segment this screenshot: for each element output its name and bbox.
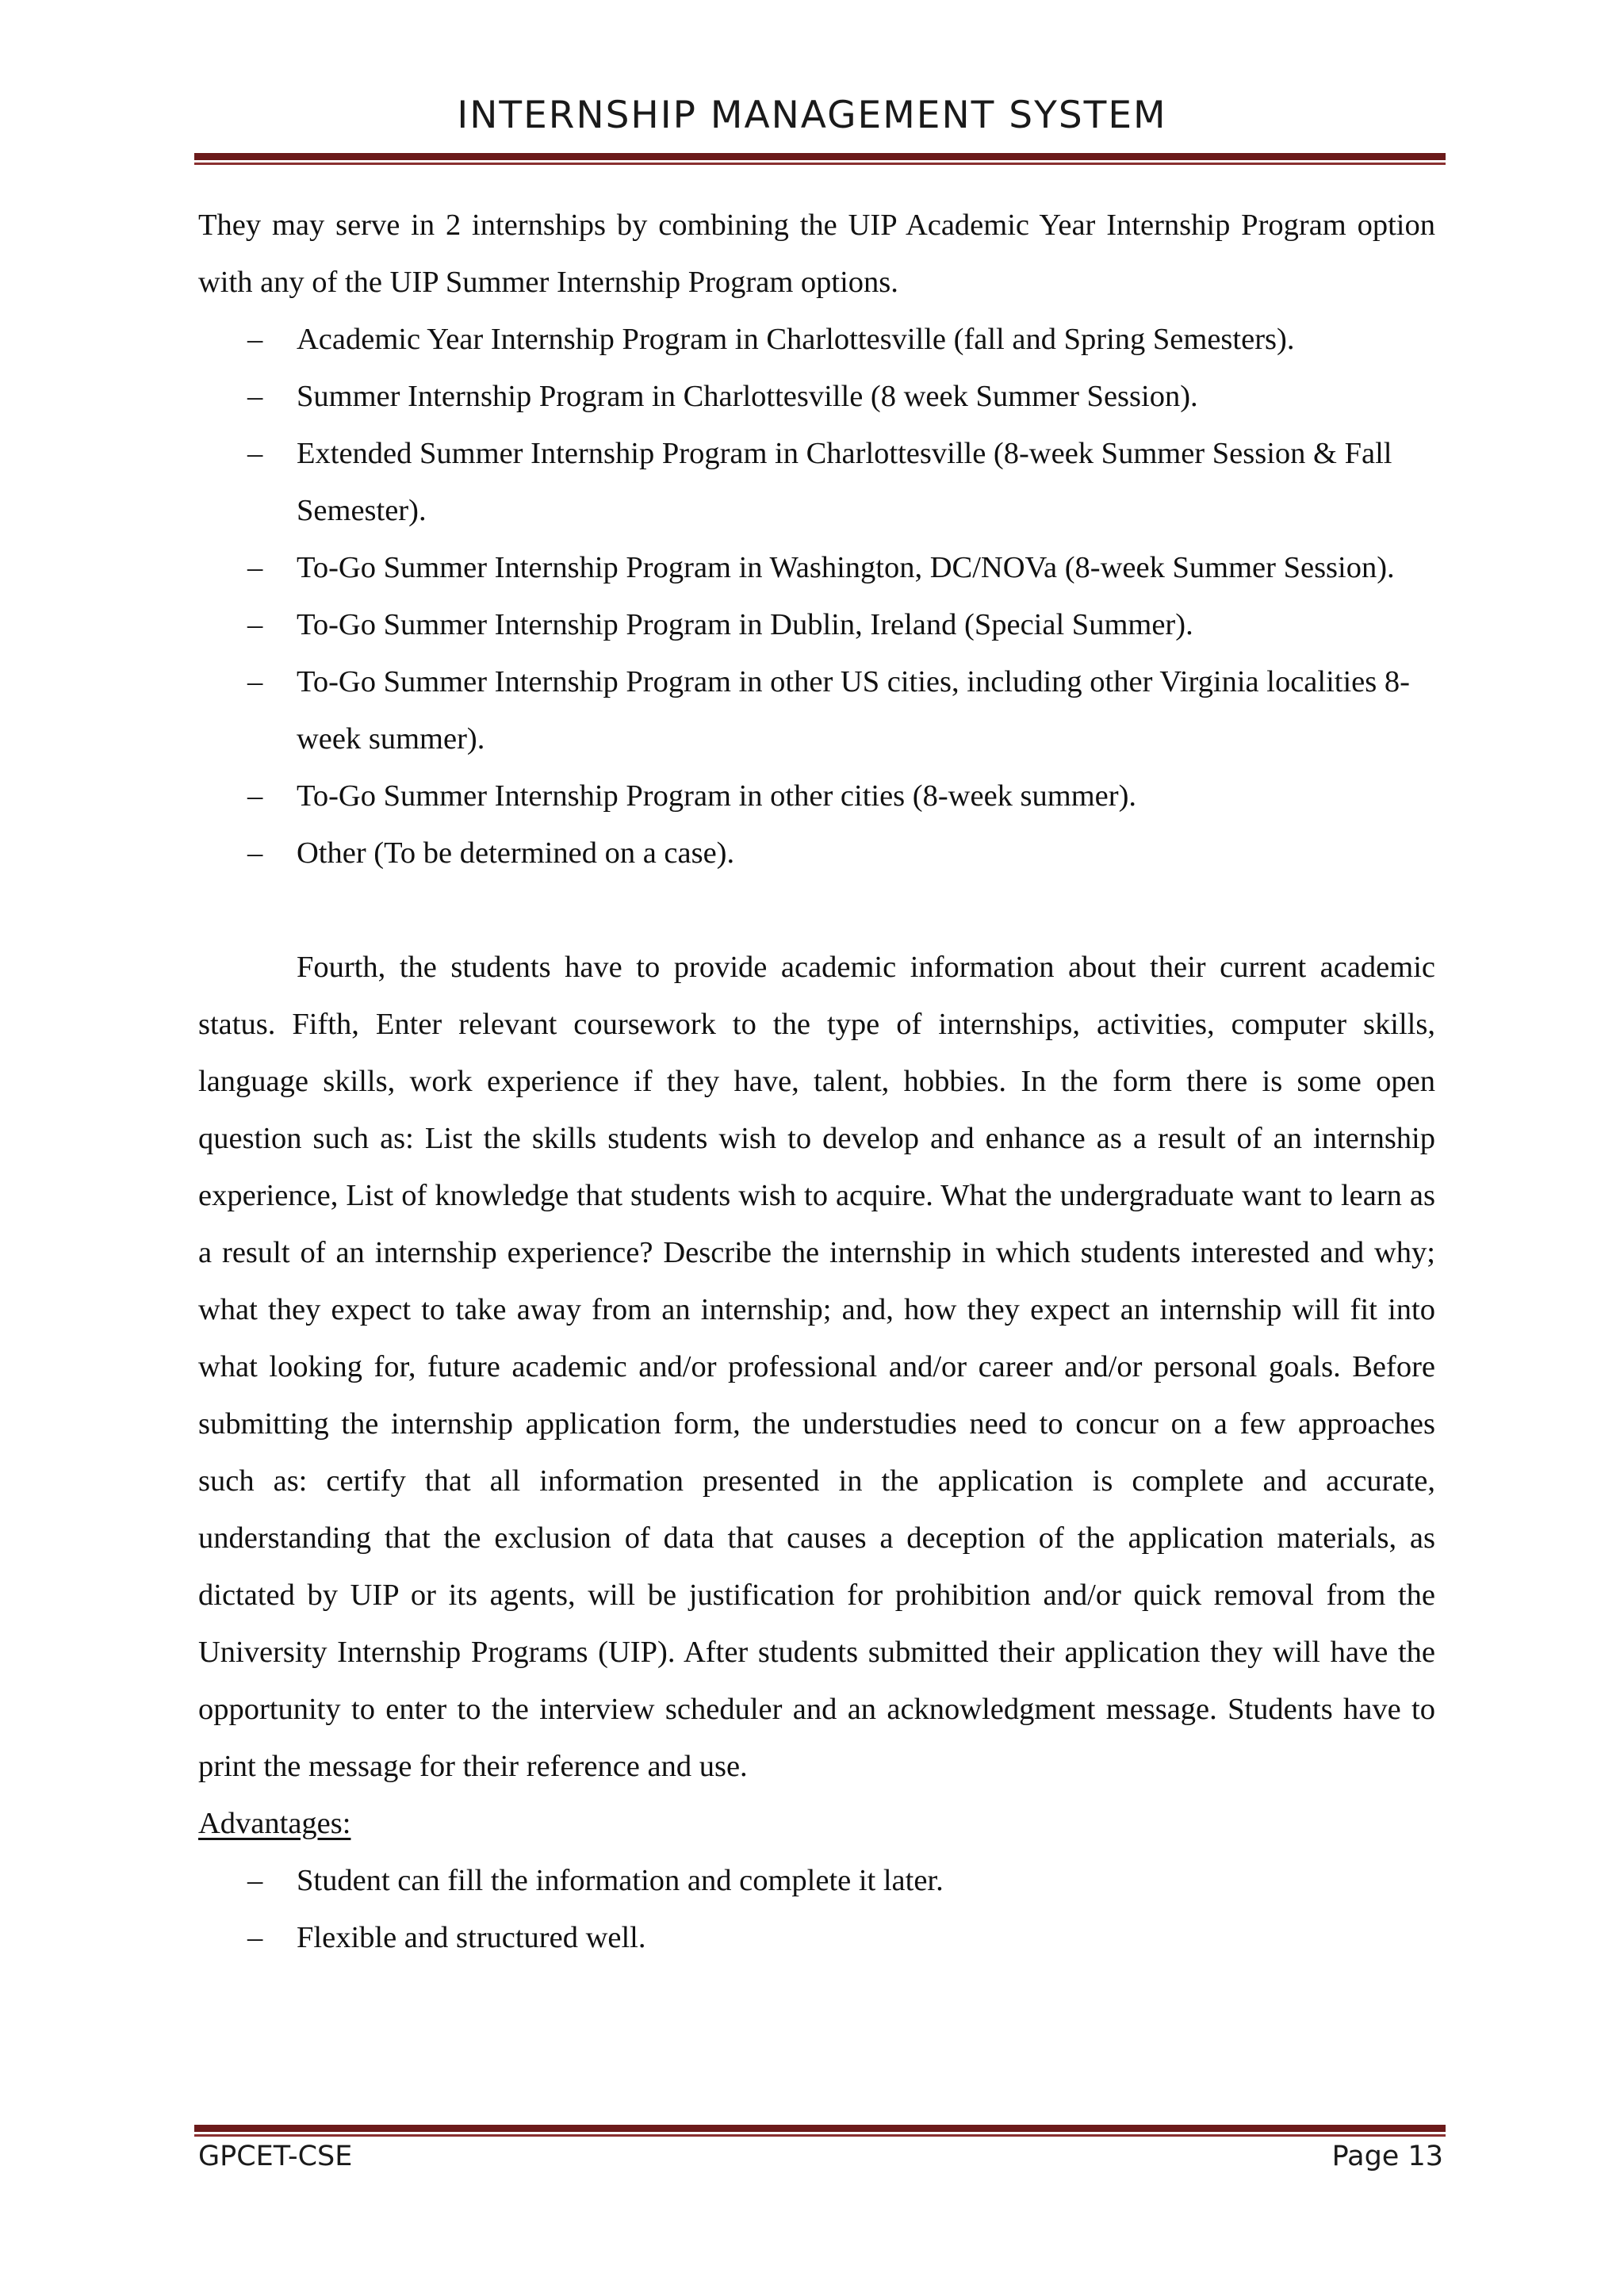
dash-bullet-icon: – [247, 380, 263, 413]
dash-bullet-icon: – [247, 779, 263, 813]
dash-bullet-icon: – [247, 323, 263, 356]
dash-bullet-icon: – [247, 665, 263, 698]
list-item: – To-Go Summer Internship Program in Washington, DC/NOVa (8-week Summer Session). [198, 539, 1435, 596]
list-item: – Other (To be determined on a case). [198, 825, 1435, 882]
dash-bullet-icon: – [247, 437, 263, 470]
footer-page-number: Page 13 [1331, 2141, 1443, 2172]
list-item: – Academic Year Internship Program in Charlottesville (fall and Spring Semesters). [198, 311, 1435, 368]
dash-bullet-icon: – [247, 836, 263, 870]
list-item: – Flexible and structured well. [198, 1909, 1435, 1966]
footer-department: GPCET-CSE [198, 2141, 353, 2172]
footer-divider [194, 2125, 1446, 2137]
list-item: – To-Go Summer Internship Program in other cities (8-week summer). [198, 767, 1435, 825]
paragraph-spacer [198, 882, 1435, 939]
main-paragraph: Fourth, the students have to provide academic information about their current academic status. Fifth, Enter relevant coursework to the type of internships, activities, computer skills, language skills, work experience if they have, talent, hobbies. In the form there is some open question such as: List the skills students wish to develop and enhance as a result of an internship experience, List of knowledge that students wish to acquire. What the undergraduate want to learn as a result of an internship experience? Describe the internship in which students interested and why; what they expect to take away from an internship; and, how they expect an internship will fit into what looking for, future academic and/or professional and/or career and/or personal goals. Before submitting the internship application form, the understudies need to concur on a few approaches such as: certify that all information presented in the application is complete and accurate, understanding that the exclusion of data that causes a deception of the application materials, as dictated by UIP or its agents, will be justification for prohibition and/or quick removal from the University Internship Programs (UIP). After students submitted their application they will have the opportunity to enter to the interview scheduler and an acknowledgment message. Students have to print the message for their reference and use. [198, 951, 1435, 1783]
header-divider [194, 153, 1446, 165]
list-item: – To-Go Summer Internship Program in Dublin, Ireland (Special Summer). [198, 596, 1435, 653]
intro-paragraph: They may serve in 2 internships by combining the UIP Academic Year Internship Program option with any of the UIP Summer Internship Program options. [198, 209, 1435, 299]
page-body [198, 197, 1435, 1966]
dash-bullet-icon: – [247, 608, 263, 641]
dash-bullet-icon: – [247, 551, 263, 584]
advantages-list [198, 1852, 1435, 1966]
list-item: – To-Go Summer Internship Program in other US cities, including other Virginia localities 8-week summer). [198, 653, 1435, 767]
page-header-title: INTERNSHIP MANAGEMENT SYSTEM [457, 94, 1167, 137]
list-item: – Student can fill the information and complete it later. [198, 1852, 1435, 1909]
dash-bullet-icon: – [247, 1921, 263, 1954]
list-item: – Summer Internship Program in Charlottesville (8 week Summer Session). [198, 368, 1435, 425]
list-item: – Extended Summer Internship Program in Charlottesville (8-week Summer Session & Fall Semester). [198, 425, 1435, 539]
dash-bullet-icon: – [247, 1864, 263, 1897]
advantages-heading: Advantages: [198, 1807, 351, 1840]
program-options-list [198, 311, 1435, 882]
